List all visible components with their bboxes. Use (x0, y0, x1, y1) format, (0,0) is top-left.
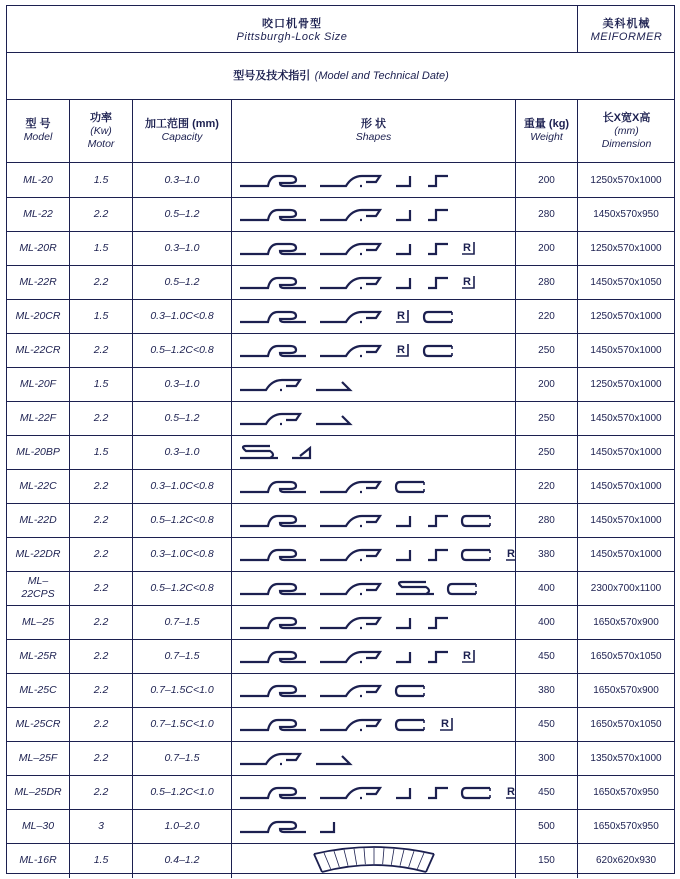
shapes-cell (232, 435, 515, 469)
angle-profile-icon (396, 278, 410, 288)
snap-profile-icon (240, 754, 300, 764)
model-cell: ML-25C (19, 684, 57, 696)
weight-cell: 250 (538, 412, 555, 424)
r-mark: R (397, 310, 405, 322)
dimension-cell: 1450x570x1000 (590, 344, 662, 356)
shapes-cell (232, 843, 515, 877)
capacity-cell: 0.5–1.2C<0.8 (150, 582, 214, 594)
row-divider (7, 639, 675, 640)
header-model-cn: 型 号 (25, 118, 51, 130)
capacity-cell: 0.4–1.2 (164, 854, 200, 866)
capacity-cell: 0.5–1.2C<1.0 (150, 786, 214, 798)
lock-profile-icon (240, 176, 306, 186)
weight-cell: 400 (538, 616, 555, 628)
flange-profile-icon (316, 756, 350, 764)
shapes-cell (232, 265, 515, 299)
weight-cell: 450 (538, 718, 555, 730)
row-divider (7, 605, 675, 606)
snap-profile-icon (320, 584, 380, 594)
rtag-profile-icon (396, 344, 408, 356)
motor-cell: 1.5 (93, 174, 109, 186)
flange-profile-icon (316, 382, 350, 390)
snap-profile-icon (320, 516, 380, 526)
subtitle-en: (Model and Technical Date) (314, 70, 449, 82)
shapes-cell (232, 367, 515, 401)
motor-cell: 2.2 (93, 480, 109, 492)
r-mark: R (463, 242, 471, 254)
motor-cell: 2.2 (93, 718, 109, 730)
lock-profile-icon (240, 482, 306, 492)
dimension-cell: 1350x570x1000 (590, 752, 662, 764)
weight-cell: 250 (538, 344, 555, 356)
row-divider (7, 741, 675, 742)
step-profile-icon (428, 278, 448, 288)
cchan-profile-icon (448, 584, 476, 594)
snap-profile-icon (320, 210, 380, 220)
model-cell: ML-20BP (16, 446, 60, 458)
dimension-cell: 1650x570x1050 (590, 718, 662, 730)
row-divider (7, 571, 675, 572)
dimension-cell: 2300x700x1100 (590, 582, 662, 594)
header-model-en: Model (23, 131, 53, 143)
capacity-cell: 0.7–1.5 (164, 752, 200, 764)
shapes-cell (232, 537, 515, 571)
snap-profile-icon (320, 482, 380, 492)
weight-cell: 250 (538, 446, 555, 458)
rtag-profile-icon (440, 718, 452, 730)
cchan-profile-icon (462, 550, 490, 560)
snap-profile-icon (240, 380, 300, 390)
row-divider (7, 707, 675, 708)
step-profile-icon (428, 176, 448, 186)
snap-profile-icon (320, 788, 380, 798)
motor-cell: 1.5 (93, 854, 109, 866)
dimension-cell: 1250x570x1000 (590, 310, 662, 322)
angle-profile-icon (396, 210, 410, 220)
shapes-cell (232, 401, 515, 435)
angle-profile-icon (320, 822, 334, 832)
weight-cell: 300 (538, 752, 555, 764)
motor-cell: 1.5 (93, 378, 109, 390)
model-cell: ML-25R (19, 650, 57, 662)
r-mark: R (463, 276, 471, 288)
model-cell: ML–25F (18, 752, 58, 764)
header-capacity (133, 100, 231, 162)
weight-cell: 200 (538, 174, 555, 186)
model-cell: ML–25DR (14, 786, 62, 798)
motor-cell: 2.2 (93, 752, 109, 764)
capacity-cell: 0.5–1.2C<0.8 (150, 514, 214, 526)
cchan-profile-icon (396, 720, 424, 730)
header-dimension-cn: 长X宽X高 (602, 111, 651, 124)
motor-cell: 2.2 (93, 650, 109, 662)
snap-profile-icon (320, 346, 380, 356)
capacity-cell: 0.5–1.2 (164, 412, 200, 424)
motor-cell: 2.2 (93, 344, 109, 356)
model-cell: ML-20 (23, 174, 53, 186)
header-motor-en: Motor (87, 137, 115, 150)
weight-cell: 500 (538, 820, 555, 832)
dimension-cell: 1450x570x950 (593, 208, 659, 220)
capacity-cell: 0.7–1.5 (164, 650, 200, 662)
snap-profile-icon (320, 618, 380, 628)
capacity-cell: 0.7–1.5C<1.0 (150, 684, 214, 696)
model-cell: ML-25CR (15, 718, 61, 730)
dimension-cell: 1450x570x1000 (590, 412, 662, 424)
dimension-cell: 1650x570x900 (593, 616, 659, 628)
row-divider (7, 469, 675, 470)
row-divider (7, 843, 675, 844)
shapes-cell (232, 605, 515, 639)
motor-cell: 2.2 (93, 684, 109, 696)
model-cell: ML–25 (21, 616, 55, 628)
snap-profile-icon (320, 720, 380, 730)
row-divider (7, 537, 675, 538)
row-divider (7, 503, 675, 504)
snap-profile-icon (320, 312, 380, 322)
capacity-cell: 0.3–1.0 (164, 378, 200, 390)
row-divider (7, 231, 675, 232)
cchan-profile-icon (396, 482, 424, 492)
weight-cell: 280 (538, 276, 555, 288)
motor-cell: 2.2 (93, 276, 109, 288)
step-profile-icon (428, 550, 448, 560)
weight-cell: 280 (538, 208, 555, 220)
header-model (7, 100, 69, 162)
dimension-cell: 1650x570x900 (593, 684, 659, 696)
shapes-cell (232, 299, 515, 333)
r-mark: R (507, 548, 515, 560)
shapes-cell (232, 673, 515, 707)
cchan-profile-icon (396, 686, 424, 696)
r-mark: R (397, 344, 405, 356)
snap-profile-icon (320, 550, 380, 560)
brand-cn: 美科机械 (602, 18, 651, 30)
weight-cell: 280 (538, 514, 555, 526)
divider-v (231, 100, 232, 878)
step-profile-icon (428, 618, 448, 628)
weight-cell: 220 (538, 310, 555, 322)
capacity-cell: 0.3–1.0 (164, 446, 200, 458)
dimension-cell: 1450x570x1000 (590, 446, 662, 458)
model-cell: ML–30 (21, 820, 55, 832)
row-divider (7, 265, 675, 266)
weight-cell: 400 (538, 582, 555, 594)
angle-profile-icon (396, 652, 410, 662)
snap-profile-icon (240, 414, 300, 424)
shapes-cell (232, 163, 515, 197)
dimension-cell: 1250x570x1000 (590, 378, 662, 390)
model-cell: ML-20F (19, 378, 57, 390)
header-shapes (232, 100, 515, 162)
model-cell: ML– 22CPS (21, 575, 55, 600)
capacity-cell: 0.3–1.0C<0.8 (150, 480, 214, 492)
dimension-cell: 1250x570x1000 (590, 242, 662, 254)
cchan-profile-icon (424, 312, 452, 322)
motor-cell: 1.5 (93, 310, 109, 322)
model-cell: ML-22 (23, 208, 53, 220)
r-mark: R (507, 786, 515, 798)
dimension-cell: 1650x570x950 (593, 820, 659, 832)
header-capacity-en: Capacity (161, 131, 203, 143)
dimension-cell: 1650x570x950 (593, 786, 659, 798)
rtag-profile-icon (462, 650, 474, 662)
header-dimension-en: Dimension (601, 137, 652, 150)
divider-v (577, 6, 578, 53)
capacity-cell: 0.5–1.2C<0.8 (150, 344, 214, 356)
r-mark: R (463, 650, 471, 662)
sfold-profile-icon (396, 582, 434, 594)
lock-profile-icon (240, 652, 306, 662)
header-motor (70, 100, 132, 162)
capacity-cell: 0.3–1.0C<0.8 (150, 548, 214, 560)
shapes-cell (232, 231, 515, 265)
motor-cell: 2.2 (93, 548, 109, 560)
cchan-profile-icon (462, 788, 490, 798)
capacity-cell: 0.7–1.5 (164, 616, 200, 628)
rtag-profile-icon (462, 276, 474, 288)
row-divider (7, 673, 675, 674)
button-profile-icon (292, 448, 310, 458)
arc-profile-icon (314, 847, 434, 872)
rtag-profile-icon (506, 786, 515, 798)
motor-cell: 1.5 (93, 242, 109, 254)
shapes-cell (232, 809, 515, 843)
motor-cell: 3 (98, 820, 104, 832)
weight-cell: 380 (538, 548, 555, 560)
motor-cell: 2.2 (93, 616, 109, 628)
model-cell: ML-16R (19, 854, 57, 866)
weight-cell: 380 (538, 684, 555, 696)
cchan-profile-icon (424, 346, 452, 356)
header-capacity-cn: 加工范围 (mm) (145, 118, 219, 130)
divider-v (132, 100, 133, 878)
rtag-profile-icon (462, 242, 474, 254)
shapes-cell (232, 503, 515, 537)
dimension-cell: 1450x570x1000 (590, 548, 662, 560)
sfold-profile-icon (240, 446, 278, 458)
shapes-cell (232, 775, 515, 809)
title-en: Pittsburgh-Lock Size (236, 31, 348, 43)
cchan-profile-icon (462, 516, 490, 526)
lock-profile-icon (240, 584, 306, 594)
row-divider (7, 809, 675, 810)
shapes-cell (232, 571, 515, 605)
step-profile-icon (428, 652, 448, 662)
step-profile-icon (428, 516, 448, 526)
row-divider (7, 367, 675, 368)
lock-profile-icon (240, 618, 306, 628)
header-shapes-cn: 形 状 (360, 118, 387, 130)
capacity-cell: 0.3–1.0C<0.8 (150, 310, 214, 322)
model-cell: ML-20R (19, 242, 57, 254)
header-motor-cn: 功率 (90, 111, 112, 124)
shapes-cell (232, 197, 515, 231)
capacity-cell: 1.0–2.0 (164, 820, 200, 832)
divider-h (7, 52, 675, 53)
angle-profile-icon (396, 244, 410, 254)
row-divider (7, 775, 675, 776)
model-cell: ML-22F (19, 412, 57, 424)
subtitle (7, 53, 675, 99)
header-motor-unit: (Kw) (90, 124, 112, 137)
subtitle-cn: 型号及技术指引 (233, 69, 311, 82)
divider-h (7, 99, 675, 100)
brand-en: MEIFORMER (590, 31, 663, 43)
snap-profile-icon (320, 176, 380, 186)
divider-v (515, 100, 516, 878)
lock-profile-icon (240, 822, 306, 832)
shapes-cell (232, 741, 515, 775)
lock-profile-icon (240, 312, 306, 322)
weight-cell: 450 (538, 786, 555, 798)
lock-profile-icon (240, 244, 306, 254)
lock-profile-icon (240, 516, 306, 526)
r-mark: R (441, 718, 449, 730)
model-cell: ML-20CR (15, 310, 61, 322)
divider-v (69, 100, 70, 878)
step-profile-icon (428, 210, 448, 220)
row-divider (7, 197, 675, 198)
angle-profile-icon (396, 516, 410, 526)
header-weight-en: Weight (530, 131, 563, 143)
motor-cell: 2.2 (93, 582, 109, 594)
shapes-cell (232, 707, 515, 741)
snap-profile-icon (320, 652, 380, 662)
shapes-cell (232, 639, 515, 673)
title-cn: 咬口机骨型 (262, 18, 322, 30)
spec-sheet (6, 5, 675, 874)
dimension-cell: 1450x570x1050 (590, 276, 662, 288)
brand-block (578, 6, 675, 52)
step-profile-icon (428, 244, 448, 254)
row-divider (7, 435, 675, 436)
header-dimension-unit: (mm) (614, 124, 639, 137)
capacity-cell: 0.5–1.2 (164, 208, 200, 220)
model-cell: ML-22C (19, 480, 57, 492)
model-cell: ML-22DR (15, 548, 61, 560)
lock-profile-icon (240, 550, 306, 560)
row-divider (7, 401, 675, 402)
weight-cell: 150 (538, 854, 555, 866)
angle-profile-icon (396, 618, 410, 628)
dimension-cell: 1450x570x1000 (590, 514, 662, 526)
capacity-cell: 0.3–1.0 (164, 242, 200, 254)
angle-profile-icon (396, 788, 410, 798)
snap-profile-icon (320, 244, 380, 254)
lock-profile-icon (240, 210, 306, 220)
rtag-profile-icon (506, 548, 515, 560)
capacity-cell: 0.7–1.5C<1.0 (150, 718, 214, 730)
dimension-cell: 1250x570x1000 (590, 174, 662, 186)
step-profile-icon (428, 788, 448, 798)
lock-profile-icon (240, 686, 306, 696)
motor-cell: 2.2 (93, 208, 109, 220)
divider-v (577, 100, 578, 878)
model-cell: ML-22R (19, 276, 57, 288)
motor-cell: 2.2 (93, 514, 109, 526)
row-divider (7, 333, 675, 334)
lock-profile-icon (240, 278, 306, 288)
dimension-cell: 620x620x930 (595, 854, 657, 866)
lock-profile-icon (240, 346, 306, 356)
weight-cell: 450 (538, 650, 555, 662)
model-cell: ML-22CR (15, 344, 61, 356)
motor-cell: 2.2 (93, 412, 109, 424)
capacity-cell: 0.5–1.2 (164, 276, 200, 288)
shapes-cell (232, 469, 515, 503)
row-divider (7, 299, 675, 300)
flange-profile-icon (316, 416, 350, 424)
dimension-cell: 1450x570x1000 (590, 480, 662, 492)
header-dimension (578, 100, 675, 162)
header-weight (516, 100, 577, 162)
motor-cell: 1.5 (93, 446, 109, 458)
lock-profile-icon (240, 788, 306, 798)
shapes-cell (232, 333, 515, 367)
snap-profile-icon (320, 278, 380, 288)
title-block (7, 6, 577, 52)
model-cell: ML-22D (19, 514, 57, 526)
snap-profile-icon (320, 686, 380, 696)
angle-profile-icon (396, 176, 410, 186)
lock-profile-icon (240, 720, 306, 730)
divider-h (7, 162, 675, 163)
weight-cell: 200 (538, 378, 555, 390)
weight-cell: 200 (538, 242, 555, 254)
dimension-cell: 1650x570x1050 (590, 650, 662, 662)
angle-profile-icon (396, 550, 410, 560)
rtag-profile-icon (396, 310, 408, 322)
motor-cell: 2.2 (93, 786, 109, 798)
weight-cell: 220 (538, 480, 555, 492)
capacity-cell: 0.3–1.0 (164, 174, 200, 186)
header-shapes-en: Shapes (355, 131, 392, 143)
header-weight-cn: 重量 (kg) (523, 118, 570, 130)
